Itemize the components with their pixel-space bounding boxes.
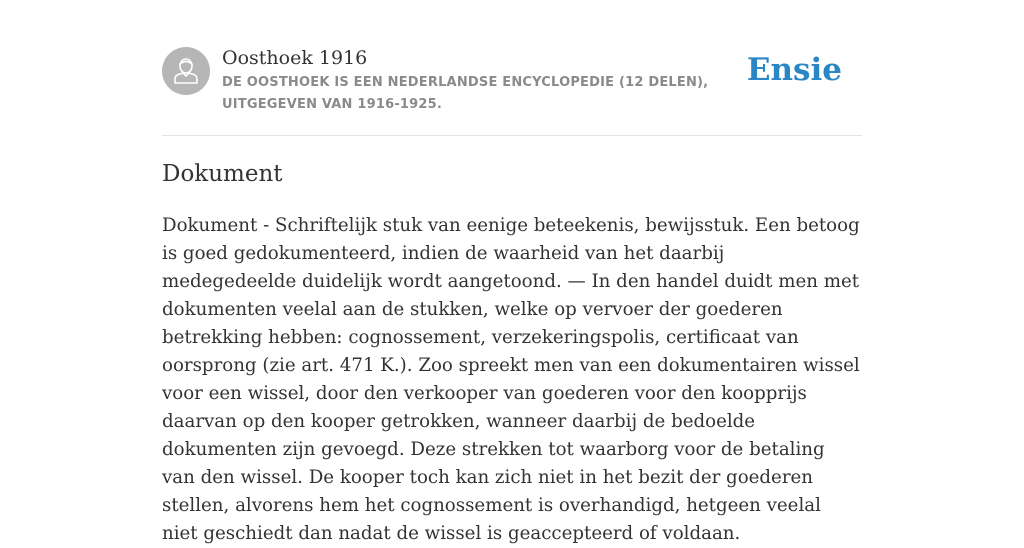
brand-logo-link[interactable]: Ensie: [746, 52, 842, 88]
article-title: Dokument: [162, 161, 283, 187]
avatar[interactable]: [162, 47, 210, 95]
article-body: Dokument - Schriftelijk stuk van eenige beteekenis, bewijsstuk. Een betoog is goed gedokumenteerd, indien de waarheid van het daarbij medegedeelde duidelijk wordt aangetoond. — In den handel duidt men met dokumenten veelal aan de stukken, welke op vervoer der goederen betrekking hebben: cognossement, verzekeringspolis, certificaat van oorsprong (zie art. 471 K.). Zoo spreekt men van een dokumentairen wissel voor een wissel, door den verkooper van goederen voor den koopprijs daarvan op den kooper getrokken, wanneer daarbij de bedoelde dokumenten zijn gevoegd. Deze strekken tot waarborg voor de betaling van den wissel. De kooper toch kan zich niet in het bezit der goederen stellen, alvorens hem het cognossement is overhandigd, hetgeen veelal niet geschiedt dan nadat de wissel is geaccepteerd of voldaan.: [162, 215, 860, 544]
divider: [162, 135, 862, 136]
user-icon: [162, 47, 210, 95]
source-description: DE OOSTHOEK IS EEN NEDERLANDSE ENCYCLOPEDIE (12 DELEN), UITGEGEVEN VAN 1916-1925.: [222, 75, 709, 112]
source-header: [162, 46, 862, 116]
source-name[interactable]: Oosthoek 1916: [222, 47, 368, 69]
